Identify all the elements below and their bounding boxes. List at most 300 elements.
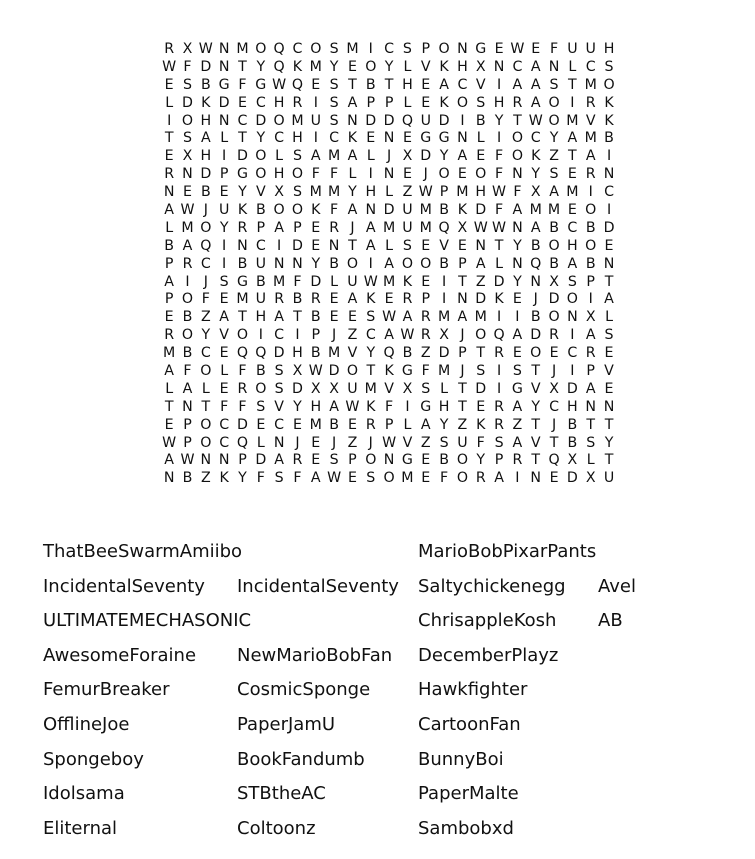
grid-letter: L [385,237,394,254]
grid-letter: N [457,41,468,57]
grid-letter: E [512,345,522,362]
grid-letter: M [309,184,322,201]
grid-letter: Z [402,184,413,201]
grid-letter: E [183,184,192,201]
grid-letter: A [274,452,284,469]
grid-letter: L [586,452,595,469]
grid-letter: N [567,309,578,326]
grid-letter: F [494,166,504,183]
grid-letter: S [274,470,284,487]
grid-letter: D [420,148,432,165]
grid-letter: E [604,380,614,397]
grid-row [160,274,618,292]
grid-letter: R [237,219,248,236]
grid-letter: O [456,452,468,469]
grid-letter: D [291,380,303,397]
grid-letter: C [512,58,523,75]
grid-letter: J [368,434,373,451]
grid-letter: S [549,166,559,183]
grid-letter: L [165,94,174,111]
grid-letter: I [570,94,575,111]
grid-letter: I [313,94,318,111]
grid-letter: H [273,166,285,183]
grid-letter: A [457,309,468,326]
grid-letter: H [457,58,468,75]
word-list-item: STBtheAC [237,783,326,805]
grid-letter: A [530,76,541,93]
word-list-item: FemurBreaker [43,679,170,701]
grid-letter: O [200,219,212,236]
grid-letter: I [368,41,373,57]
grid-letter: V [604,363,614,380]
grid-letter: P [366,94,376,111]
grid-letter: D [200,166,212,183]
grid-letter: T [164,130,174,147]
grid-letter: K [457,202,468,219]
grid-letter: F [293,273,302,290]
grid-letter: N [603,398,615,415]
grid-letter: I [496,130,502,147]
grid-letter: D [273,345,285,362]
grid-letter: H [255,309,267,326]
grid-letter: H [567,398,578,415]
grid-letter: M [291,112,304,129]
grid-letter: F [513,184,522,201]
grid-letter: L [330,273,339,290]
grid-letter: N [457,291,468,308]
grid-letter: F [238,363,247,380]
grid-row [160,470,618,488]
grid-letter: O [511,148,523,165]
grid-letter: F [421,363,430,380]
grid-letter: E [457,237,467,254]
word-list-item: PaperJamU [237,714,336,735]
grid-letter: B [549,219,559,236]
grid-letter: C [255,237,266,254]
grid-letter: Q [383,345,395,362]
grid-letter: Z [347,327,358,344]
grid-letter: B [365,76,376,93]
grid-letter: A [604,291,614,308]
grid-letter: S [567,273,577,290]
grid-letter: S [476,94,486,111]
grid-letter: W [418,184,433,201]
grid-letter: G [218,76,230,93]
grid-letter: L [165,219,174,236]
grid-letter: B [329,255,339,272]
grid-letter: B [402,345,413,362]
grid-letter: E [421,452,431,469]
grid-letter: M [346,41,359,57]
grid-letter: S [182,76,192,93]
grid-letter: L [403,94,412,111]
grid-letter: J [460,363,465,380]
grid-letter: T [458,380,467,397]
grid-letter: R [182,255,193,272]
grid-letter: U [420,112,431,129]
grid-letter: U [310,112,321,129]
grid-letter: Y [476,452,486,469]
grid-letter: E [164,76,174,93]
grid-letter: I [515,309,520,326]
grid-letter: W [180,452,195,469]
grid-letter: C [567,219,578,236]
grid-letter: F [220,398,229,415]
grid-letter: L [403,416,412,433]
grid-row [160,327,618,345]
grid-letter: M [584,76,597,93]
grid-letter: E [347,470,357,487]
grid-letter: U [255,291,266,308]
grid-letter: U [585,41,596,57]
grid-letter: A [347,291,358,308]
grid-letter: T [384,76,394,93]
grid-letter: V [420,58,431,75]
grid-letter: K [366,398,376,415]
grid-letter: K [311,202,321,219]
grid-letter: E [164,148,174,165]
grid-letter: M [382,273,396,290]
grid-letter: R [585,166,596,183]
grid-letter: W [400,327,415,344]
grid-letter: U [567,41,578,57]
grid-letter: E [329,291,339,308]
grid-letter: X [585,470,596,487]
grid-letter: N [512,219,523,236]
grid-letter: W [162,434,177,451]
grid-letter: D [328,363,340,380]
grid-letter: Z [200,470,211,487]
grid-letter: A [164,363,175,380]
grid-letter: O [548,309,560,326]
grid-letter: G [511,380,523,397]
grid-letter: F [183,58,192,75]
grid-letter: P [458,345,467,362]
grid-letter: H [567,237,578,254]
grid-letter: B [585,219,596,236]
grid-letter: S [366,470,376,487]
grid-letter: A [475,255,486,272]
grid-letter: D [566,470,578,487]
grid-letter: C [274,416,285,433]
grid-letter: X [402,148,413,165]
grid-letter: M [364,380,377,397]
grid-letter: F [330,166,339,183]
grid-letter: Y [439,416,449,433]
grid-letter: R [292,452,303,469]
grid-letter: N [218,452,230,469]
grid-letter: V [402,434,413,451]
grid-letter: B [310,345,321,362]
grid-letter: P [421,291,431,308]
grid-letter: C [585,58,596,75]
grid-letter: O [401,255,414,272]
grid-row [160,148,618,166]
grid-letter: N [163,470,175,487]
grid-letter: J [203,273,208,290]
grid-letter: S [494,434,504,451]
grid-letter: B [310,309,321,326]
grid-letter: B [255,202,266,219]
grid-letter: A [549,184,559,201]
grid-letter: U [603,470,615,487]
word-list-item: CosmicSponge [237,679,371,701]
grid-letter: X [475,58,486,75]
grid-letter: H [365,184,377,201]
grid-letter: M [456,184,469,201]
grid-letter: B [530,237,541,254]
grid-letter: O [200,363,212,380]
grid-letter: E [164,416,174,433]
grid-letter: E [567,202,577,219]
grid-letter: E [219,291,229,308]
grid-letter: P [256,219,266,236]
grid-letter: Y [531,166,541,183]
grid-row [160,166,618,184]
grid-letter: D [475,291,487,308]
grid-letter: H [310,398,322,415]
grid-letter: N [200,452,212,469]
grid-letter: P [384,94,394,111]
grid-letter: E [494,41,504,57]
grid-letter: O [310,41,322,57]
grid-letter: L [403,58,412,75]
grid-letter: S [604,327,614,344]
grid-letter: G [420,130,432,147]
grid-letter: W [382,434,397,451]
grid-letter: Z [420,345,431,362]
grid-letter: K [366,291,376,308]
grid-letter: S [366,309,376,326]
grid-letter: Y [293,398,302,415]
grid-letter: E [402,166,412,183]
grid-letter: N [237,237,248,254]
grid-letter: E [311,434,321,451]
grid-letter: G [255,76,267,93]
grid-letter: Q [291,76,304,93]
grid-letter: I [295,327,300,344]
grid-letter: O [530,345,542,362]
grid-letter: L [201,380,210,397]
grid-letter: V [274,398,284,415]
grid-letter: Y [384,58,394,75]
grid-row [160,113,618,131]
grid-letter: C [365,327,376,344]
grid-letter: M [547,202,561,219]
grid-letter: N [383,130,395,147]
grid-letter: P [348,452,357,469]
grid-letter: W [198,41,213,57]
grid-letter: M [529,202,542,219]
grid-letter: N [347,112,358,129]
grid-letter: A [585,327,596,344]
grid-letter: V [530,434,541,451]
grid-letter: W [492,219,507,236]
grid-letter: U [457,434,468,451]
grid-letter: N [182,398,193,415]
grid-letter: P [439,184,449,201]
grid-row [160,202,618,220]
grid-letter: Z [347,434,358,451]
grid-letter: I [222,255,227,272]
grid-letter: D [475,380,487,397]
grid-letter: D [530,327,542,344]
grid-letter: M [236,291,249,308]
grid-letter: B [475,112,486,129]
grid-letter: M [474,309,487,326]
grid-letter: K [476,416,486,433]
grid-letter: E [421,273,431,290]
grid-letter: U [347,273,358,290]
grid-letter: B [549,255,559,272]
grid-letter: M [437,363,451,380]
grid-letter: C [567,345,578,362]
grid-letter: E [421,94,431,111]
grid-letter: E [549,345,559,362]
grid-letter: O [181,112,194,129]
grid-letter: T [348,76,357,93]
grid-letter: M [437,309,451,326]
grid-letter: T [458,273,467,290]
grid-letter: G [420,398,432,415]
grid-letter: O [383,470,395,487]
grid-letter: T [458,398,467,415]
grid-letter: E [347,416,357,433]
grid-letter: S [329,41,339,57]
grid-letter: Z [512,416,523,433]
grid-letter: O [200,416,212,433]
grid-letter: K [604,112,614,129]
grid-letter: R [549,327,559,344]
grid-letter: Y [531,398,541,415]
grid-letter: U [347,380,358,397]
grid-letter: N [530,273,542,290]
grid-letter: M [273,273,286,290]
grid-letter: H [438,398,450,415]
grid-letter: T [238,130,247,147]
grid-letter: Y [256,58,266,75]
grid-letter: H [402,76,413,93]
grid-letter: Y [311,255,321,272]
grid-letter: Y [513,273,522,290]
grid-letter: L [476,130,485,147]
grid-letter: A [310,148,321,165]
grid-letter: D [255,112,267,129]
grid-letter: R [365,416,376,433]
grid-letter: S [329,94,339,111]
grid-letter: L [568,58,577,75]
word-list-item: Idolsama [43,783,125,805]
grid-letter: J [551,416,557,433]
grid-letter: C [219,416,230,433]
grid-letter: W [272,76,287,93]
grid-letter: S [421,380,431,397]
grid-letter: C [219,434,230,451]
grid-letter: S [182,130,192,147]
word-list-item: Hawkfighter [418,679,528,701]
grid-letter: F [440,470,449,487]
grid-letter: L [220,363,229,380]
grid-letter: I [368,255,373,272]
grid-letter: C [457,76,468,93]
grid-letter: A [365,237,376,254]
grid-letter: M [309,416,322,433]
grid-letter: C [549,398,560,415]
grid-letter: R [475,470,486,487]
grid-letter: I [441,273,447,290]
grid-letter: X [457,219,468,236]
grid-letter: E [604,237,614,254]
grid-letter: S [402,237,412,254]
grid-letter: F [494,148,504,165]
grid-letter: E [567,166,577,183]
grid-letter: B [164,237,175,254]
grid-letter: J [295,434,300,451]
grid-letter: C [292,41,303,57]
grid-letter: O [548,94,560,111]
grid-letter: Q [493,327,505,344]
grid-letter: C [200,255,211,272]
grid-letter: E [311,76,321,93]
grid-letter: P [183,434,192,451]
grid-letter: G [236,166,248,183]
grid-letter: X [182,41,193,57]
grid-letter: N [292,255,303,272]
grid-row [160,238,618,256]
word-search-grid [160,41,618,488]
grid-letter: E [347,58,357,75]
grid-letter: L [385,184,394,201]
grid-letter: H [292,345,303,362]
grid-letter: O [255,41,267,57]
grid-letter: N [603,166,615,183]
grid-letter: X [585,309,596,326]
grid-letter: W [162,58,177,75]
grid-letter: O [365,452,377,469]
grid-letter: U [218,202,230,219]
grid-letter: Y [329,58,339,75]
grid-letter: D [182,94,193,111]
grid-letter: G [401,363,413,380]
grid-letter: X [402,380,413,397]
grid-row [160,363,618,381]
grid-letter: O [475,327,487,344]
grid-letter: O [456,470,468,487]
grid-letter: X [292,363,303,380]
grid-letter: N [328,237,340,254]
grid-letter: K [347,130,358,147]
grid-letter: W [528,112,543,129]
grid-letter: N [475,237,487,254]
grid-row [160,291,618,309]
grid-row [160,41,618,59]
grid-row [160,417,618,435]
grid-letter: A [164,273,175,290]
grid-letter: V [530,380,541,397]
grid-letter: M [382,219,396,236]
grid-letter: X [567,452,578,469]
grid-letter: T [549,434,559,451]
grid-letter: M [584,130,597,147]
grid-letter: Y [439,148,449,165]
grid-letter: A [567,255,578,272]
grid-letter: J [551,363,557,380]
grid-letter: T [604,452,614,469]
word-list-item: ThatBeeSwarmAmiibo [43,541,243,562]
grid-letter: O [291,166,304,183]
grid-letter: E [549,470,559,487]
grid-letter: I [277,237,282,254]
